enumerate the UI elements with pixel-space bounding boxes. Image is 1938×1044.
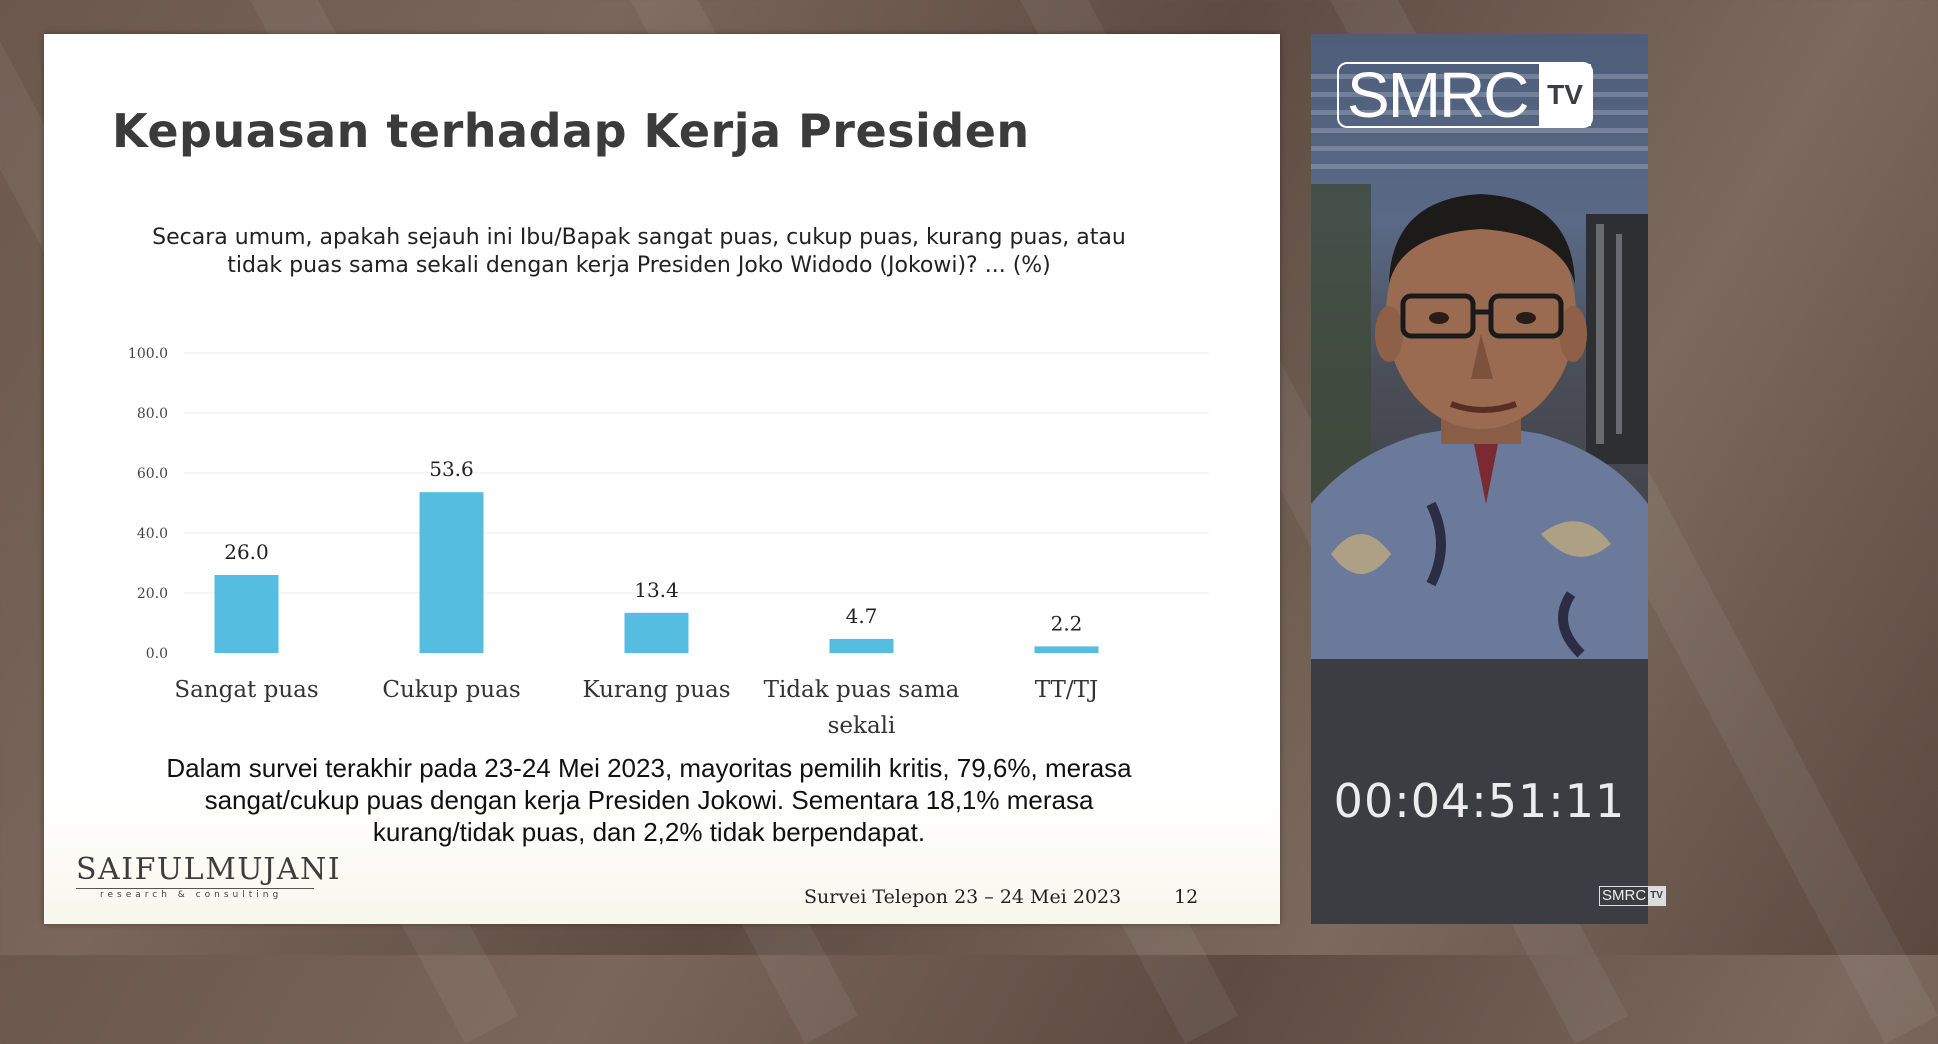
bar: [830, 639, 894, 653]
logo-divider: [76, 888, 314, 889]
logo-subtitle: research & consulting: [100, 890, 283, 900]
x-category-label: sekali: [827, 713, 896, 739]
smrc-logo-text: SMRC: [1347, 59, 1528, 131]
y-tick-label: 0.0: [145, 646, 168, 662]
x-category-label: Tidak puas sama: [763, 677, 960, 703]
bar-value-label: 4.7: [845, 603, 878, 628]
smrc-logo-tv: TV: [1539, 64, 1591, 126]
x-category-label: TT/TJ: [1034, 677, 1099, 703]
y-tick-label: 60.0: [136, 466, 168, 482]
y-tick-label: 80.0: [136, 406, 168, 422]
y-tick-label: 20.0: [136, 586, 168, 602]
smrc-tv-logo: [1337, 59, 1593, 131]
slide-title: Kepuasan terhadap Kerja Presiden: [112, 104, 1030, 158]
summary-line: Dalam survei terakhir pada 23-24 Mei 2023, mayoritas pemilih kritis, 79,6%, merasa: [166, 753, 1132, 783]
summary-line: kurang/tidak puas, dan 2,2% tidak berpendapat.: [372, 817, 926, 847]
bar-value-label: 53.6: [429, 457, 474, 482]
video-panel: [1311, 34, 1663, 924]
x-category-label: Sangat puas: [174, 677, 319, 703]
presentation-slide: [44, 34, 1280, 924]
saifulmujani-logo: [76, 852, 342, 900]
bar-value-label: 13.4: [634, 577, 679, 602]
slide-page-number: 12: [1174, 886, 1199, 908]
presenter-video: [1311, 34, 1648, 659]
watermark-tv: TV: [1648, 887, 1665, 905]
x-category-label: Cukup puas: [382, 677, 521, 703]
bar-value-label: 2.2: [1050, 611, 1083, 636]
watermark-text: SMRC: [1602, 887, 1647, 904]
logo-name: SAIFULMUJANI: [76, 852, 342, 887]
smrc-watermark: [1599, 886, 1666, 906]
survey-question-line: Secara umum, apakah sejauh ini Ibu/Bapak sangat puas, cukup puas, kurang puas, atau: [152, 225, 1126, 250]
bar: [420, 492, 484, 653]
timecode: 00:04:51:11: [1333, 774, 1626, 828]
bar: [625, 613, 689, 653]
y-tick-label: 100.0: [127, 346, 168, 362]
bar-value-label: 26.0: [224, 540, 269, 564]
footer-survey-label: Survei Telepon 23 – 24 Mei 2023: [804, 886, 1122, 908]
summary-line: sangat/cukup puas dengan kerja Presiden Jokowi. Sementara 18,1% merasa: [204, 785, 1094, 815]
survey-question: [134, 224, 1144, 280]
bar: [1035, 646, 1099, 653]
y-tick-label: 40.0: [136, 526, 168, 542]
x-category-label: Kurang puas: [582, 677, 731, 703]
summary-text: [134, 752, 1164, 848]
bar: [215, 575, 279, 653]
survey-question-line: tidak puas sama sekali dengan kerja Presiden Joko Widodo (Jokowi)? ... (%): [227, 253, 1051, 278]
bar-chart: [44, 334, 1280, 754]
